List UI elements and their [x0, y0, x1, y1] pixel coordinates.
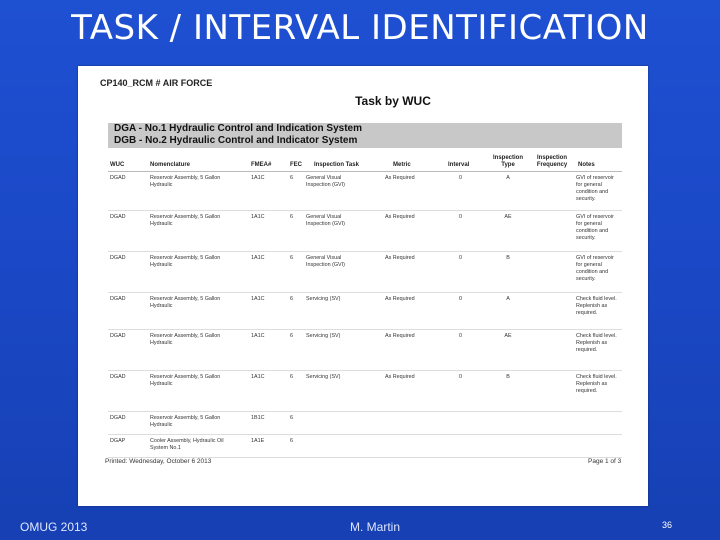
cell-interval: 0 [459, 255, 462, 261]
cell-notes: GVI of reservoir for general condition and security. [576, 175, 614, 202]
cell-fmea: 1A1E [251, 438, 265, 444]
table-row [108, 252, 622, 293]
cell-notes: Check fluid level. Replenish as required. [576, 296, 617, 316]
cell-task: General Visual Inspection (GVI) [306, 175, 345, 188]
cell-fec: 6 [290, 374, 293, 380]
cell-notes: Check fluid level. Replenish as required. [576, 374, 617, 394]
page-indicator: Page 1 of 3 [588, 458, 622, 465]
cell-type: AE [504, 333, 512, 339]
column-header: Inspection Type [492, 155, 523, 168]
cell-task: Servicing (SV) [306, 333, 341, 339]
document-header: CP140_RCM # AIR FORCE [100, 78, 213, 88]
cell-fmea: 1A1C [251, 175, 265, 181]
cell-metric: As Required [385, 333, 415, 339]
column-header: Metric [393, 162, 411, 168]
column-header: Nomenclature [150, 162, 191, 168]
cell-task: General Visual Inspection (GVI) [306, 214, 345, 227]
column-header: Notes [578, 162, 595, 168]
cell-fec: 6 [290, 296, 293, 302]
cell-interval: 0 [459, 175, 462, 181]
cell-fmea: 1A1C [251, 255, 265, 261]
cell-metric: As Required [385, 296, 415, 302]
table-row [108, 371, 622, 412]
cell-task: Servicing (SV) [306, 296, 341, 302]
cell-metric: As Required [385, 175, 415, 181]
table-header [108, 150, 622, 172]
table-row [108, 330, 622, 371]
print-date: Printed: Wednesday, October 6 2013 [105, 458, 212, 465]
cell-wuc: DGAD [110, 175, 126, 181]
cell-nomenclature: Reservoir Assembly, 5 Gallon Hydraulic [150, 255, 221, 268]
cell-notes: Check fluid level. Replenish as required. [576, 333, 617, 353]
cell-nomenclature: Reservoir Assembly, 5 Gallon Hydraulic [150, 214, 221, 227]
cell-metric: As Required [385, 214, 415, 220]
column-header: WUC [110, 162, 125, 168]
cell-notes: GVI of reservoir for general condition and security. [576, 214, 614, 241]
cell-task: General Visual Inspection (GVI) [306, 255, 345, 268]
slide-number: 36 [662, 520, 673, 530]
column-header: Inspection Task [314, 162, 359, 168]
cell-nomenclature: Reservoir Assembly, 5 Gallon Hydraulic [150, 415, 221, 428]
cell-fmea: 1A1C [251, 374, 265, 380]
table-row [108, 172, 622, 211]
cell-metric: As Required [385, 255, 415, 261]
table-row [108, 435, 622, 458]
document-title: Task by WUC [355, 94, 431, 108]
column-header: Interval [448, 162, 470, 168]
cell-fmea: 1A1C [251, 214, 265, 220]
cell-fmea: 1B1C [251, 415, 265, 421]
cell-interval: 0 [459, 296, 462, 302]
cell-wuc: DGAD [110, 415, 126, 421]
footer-left: OMUG 2013 [20, 520, 88, 534]
cell-wuc: DGAP [110, 438, 126, 444]
cell-nomenclature: Reservoir Assembly, 5 Gallon Hydraulic [150, 175, 221, 188]
cell-type: A [506, 296, 510, 302]
cell-type: AE [504, 214, 512, 220]
cell-fec: 6 [290, 175, 293, 181]
cell-wuc: DGAD [110, 214, 126, 220]
cell-fmea: 1A1C [251, 333, 265, 339]
cell-fmea: 1A1C [251, 296, 265, 302]
table-row [108, 412, 622, 435]
cell-notes: GVI of reservoir for general condition and security. [576, 255, 614, 282]
cell-type: B [506, 374, 510, 380]
cell-task: Servicing (SV) [306, 374, 341, 380]
cell-type: B [506, 255, 510, 261]
cell-type: A [506, 175, 510, 181]
cell-interval: 0 [459, 214, 462, 220]
cell-fec: 6 [290, 255, 293, 261]
cell-interval: 0 [459, 333, 462, 339]
cell-nomenclature: Reservoir Assembly, 5 Gallon Hydraulic [150, 296, 221, 309]
cell-fec: 6 [290, 214, 293, 220]
cell-wuc: DGAD [110, 374, 126, 380]
column-header: FEC [290, 162, 302, 168]
cell-metric: As Required [385, 374, 415, 380]
cell-nomenclature: Reservoir Assembly, 5 Gallon Hydraulic [150, 374, 221, 387]
system-line: DGA - No.1 Hydraulic Control and Indication System [114, 123, 362, 134]
task-table [108, 150, 622, 458]
system-bar [108, 123, 622, 148]
cell-nomenclature: Cooler Assembly, Hydraulic Oil System No.1 [150, 438, 224, 451]
cell-nomenclature: Reservoir Assembly, 5 Gallon Hydraulic [150, 333, 221, 346]
cell-fec: 6 [290, 415, 293, 421]
footer-author: M. Martin [350, 520, 401, 534]
slide-title: TASK / INTERVAL IDENTIFICATION [71, 8, 649, 48]
table-row [108, 293, 622, 330]
cell-interval: 0 [459, 374, 462, 380]
table-row [108, 211, 622, 252]
cell-fec: 6 [290, 333, 293, 339]
cell-wuc: DGAD [110, 333, 126, 339]
column-header: FMEA# [251, 162, 272, 168]
column-header: Inspection Frequency [536, 155, 568, 168]
system-line: DGB - No.2 Hydraulic Control and Indicator System [114, 135, 358, 146]
document-image [78, 66, 648, 506]
cell-fec: 6 [290, 438, 293, 444]
cell-wuc: DGAD [110, 255, 126, 261]
cell-wuc: DGAD [110, 296, 126, 302]
